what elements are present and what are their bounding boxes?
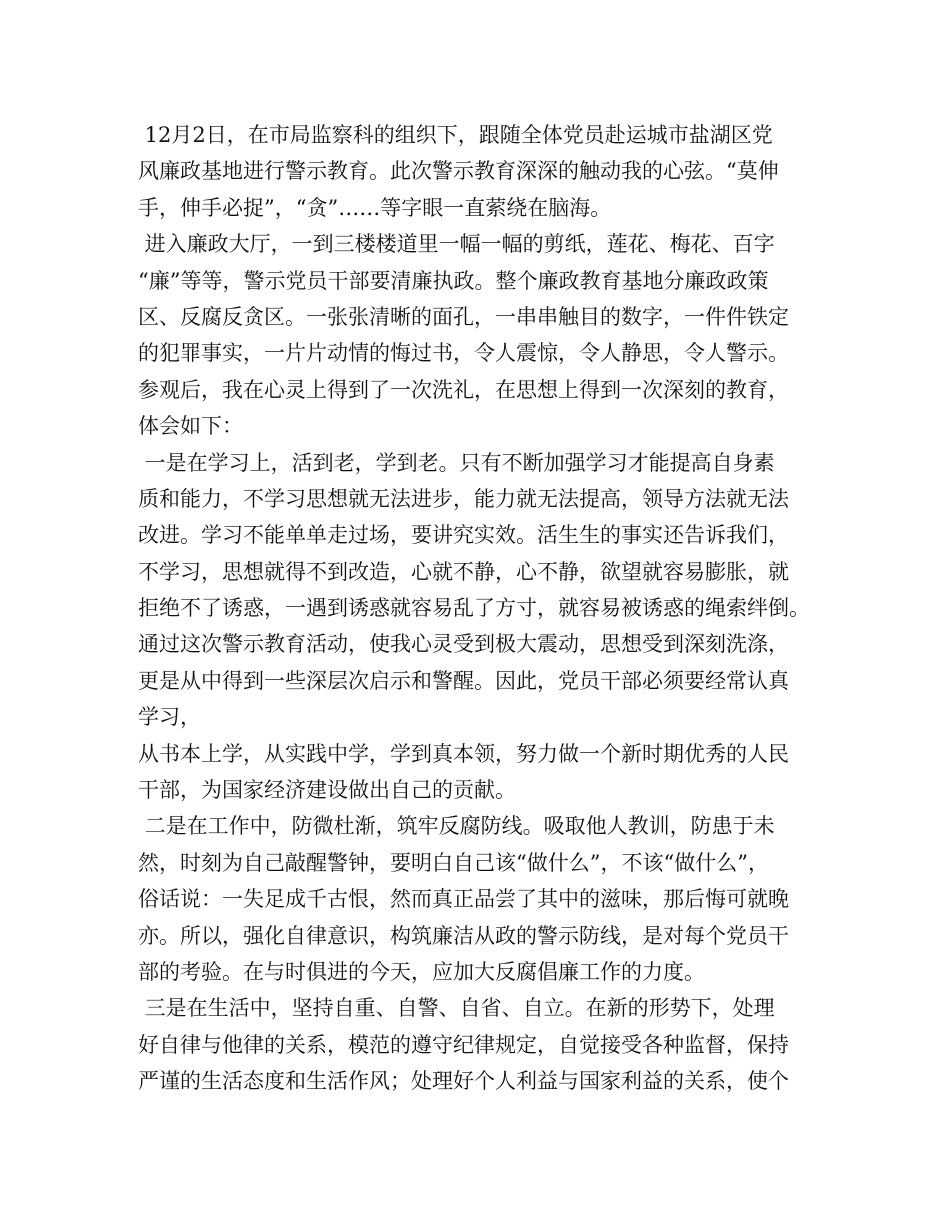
text-line: 然，时刻为自己敲醒警钟，要明白自己该“做什么”，不该“做什么”，: [138, 850, 769, 875]
text-line: “廉”等等，警示党员干部要清廉执政。整个廉政教育基地分廉政政策: [138, 268, 769, 293]
text-line: 通过这次警示教育活动，使我心灵受到极大震动，思想受到深刻洗涤，: [138, 632, 789, 657]
text-line: 严谨的生活态度和生活作风；处理好个人利益与国家利益的关系，使个: [138, 1069, 789, 1094]
text-line: 区、反腐反贪区。一张张清晰的面孔，一串串触目的数字，一件件铁定: [138, 304, 789, 329]
text-line: 从书本上学，从实践中学，学到真本领，努力做一个新时期优秀的人民: [138, 741, 789, 766]
text-line: 二是在工作中，防微杜渐，筑牢反腐防线。吸取他人教训，防患于未: [138, 814, 775, 839]
text-line: 参观后，我在心灵上得到了一次洗礼，在思想上得到一次深刻的教育，: [138, 377, 789, 402]
text-line: 12月2日，在市局监察科的组织下，跟随全体党员赴运城市盐湖区党: [138, 123, 773, 147]
text-line: 进入廉政大厅，一到三楼楼道里一幅一幅的剪纸，莲花、梅花、百字: [138, 232, 775, 257]
text-line: 手，伸手必捉”，“贪”……等字眼一直萦绕在脑海。: [138, 195, 612, 220]
body-text: [138, 117, 838, 1100]
text-line: 部的考验。在与时俱进的今天，应加大反腐倡廉工作的力度。: [138, 959, 705, 984]
text-line: 拒绝不了诱惑，一遇到诱惑就容易乱了方寸，就容易被诱惑的绳索绊倒。: [138, 596, 810, 621]
text-line: 三是在生活中，坚持自重、自警、自省、自立。在新的形势下，处理: [138, 996, 775, 1021]
text-line: 不学习，思想就得不到改造，心就不静，心不静，欲望就容易膨胀，就: [138, 559, 789, 584]
text-line: 的犯罪事实，一片片动情的悔过书，令人震惊，令人静思，令人警示。: [138, 341, 789, 366]
text-line: 干部，为国家经济建设做出自己的贡献。: [138, 778, 516, 803]
text-line: 体会如下：: [138, 414, 243, 439]
text-line: 风廉政基地进行警示教育。此次警示教育深深的触动我的心弦。“莫伸: [138, 159, 779, 184]
text-line: 学习，: [138, 705, 201, 730]
text-line: 好自律与他律的关系，模范的遵守纪律规定，自觉接受各种监督，保持: [138, 1032, 789, 1057]
text-line: 俗话说：一失足成千古恨，然而真正品尝了其中的滋味，那后悔可就晚: [138, 887, 789, 912]
text-line: 质和能力，不学习思想就无法进步，能力就无法提高，领导方法就无法: [138, 486, 789, 511]
text-line: 改进。学习不能单单走过场，要讲究实效。活生生的事实还告诉我们，: [138, 523, 789, 548]
text-line: 亦。所以，强化自律意识，构筑廉洁从政的警示防线，是对每个党员干: [138, 923, 789, 948]
text-line: 更是从中得到一些深层次启示和警醒。因此，党员干部必须要经常认真: [138, 668, 789, 693]
text-line: 一是在学习上，活到老，学到老。只有不断加强学习才能提高自身素: [138, 450, 775, 475]
